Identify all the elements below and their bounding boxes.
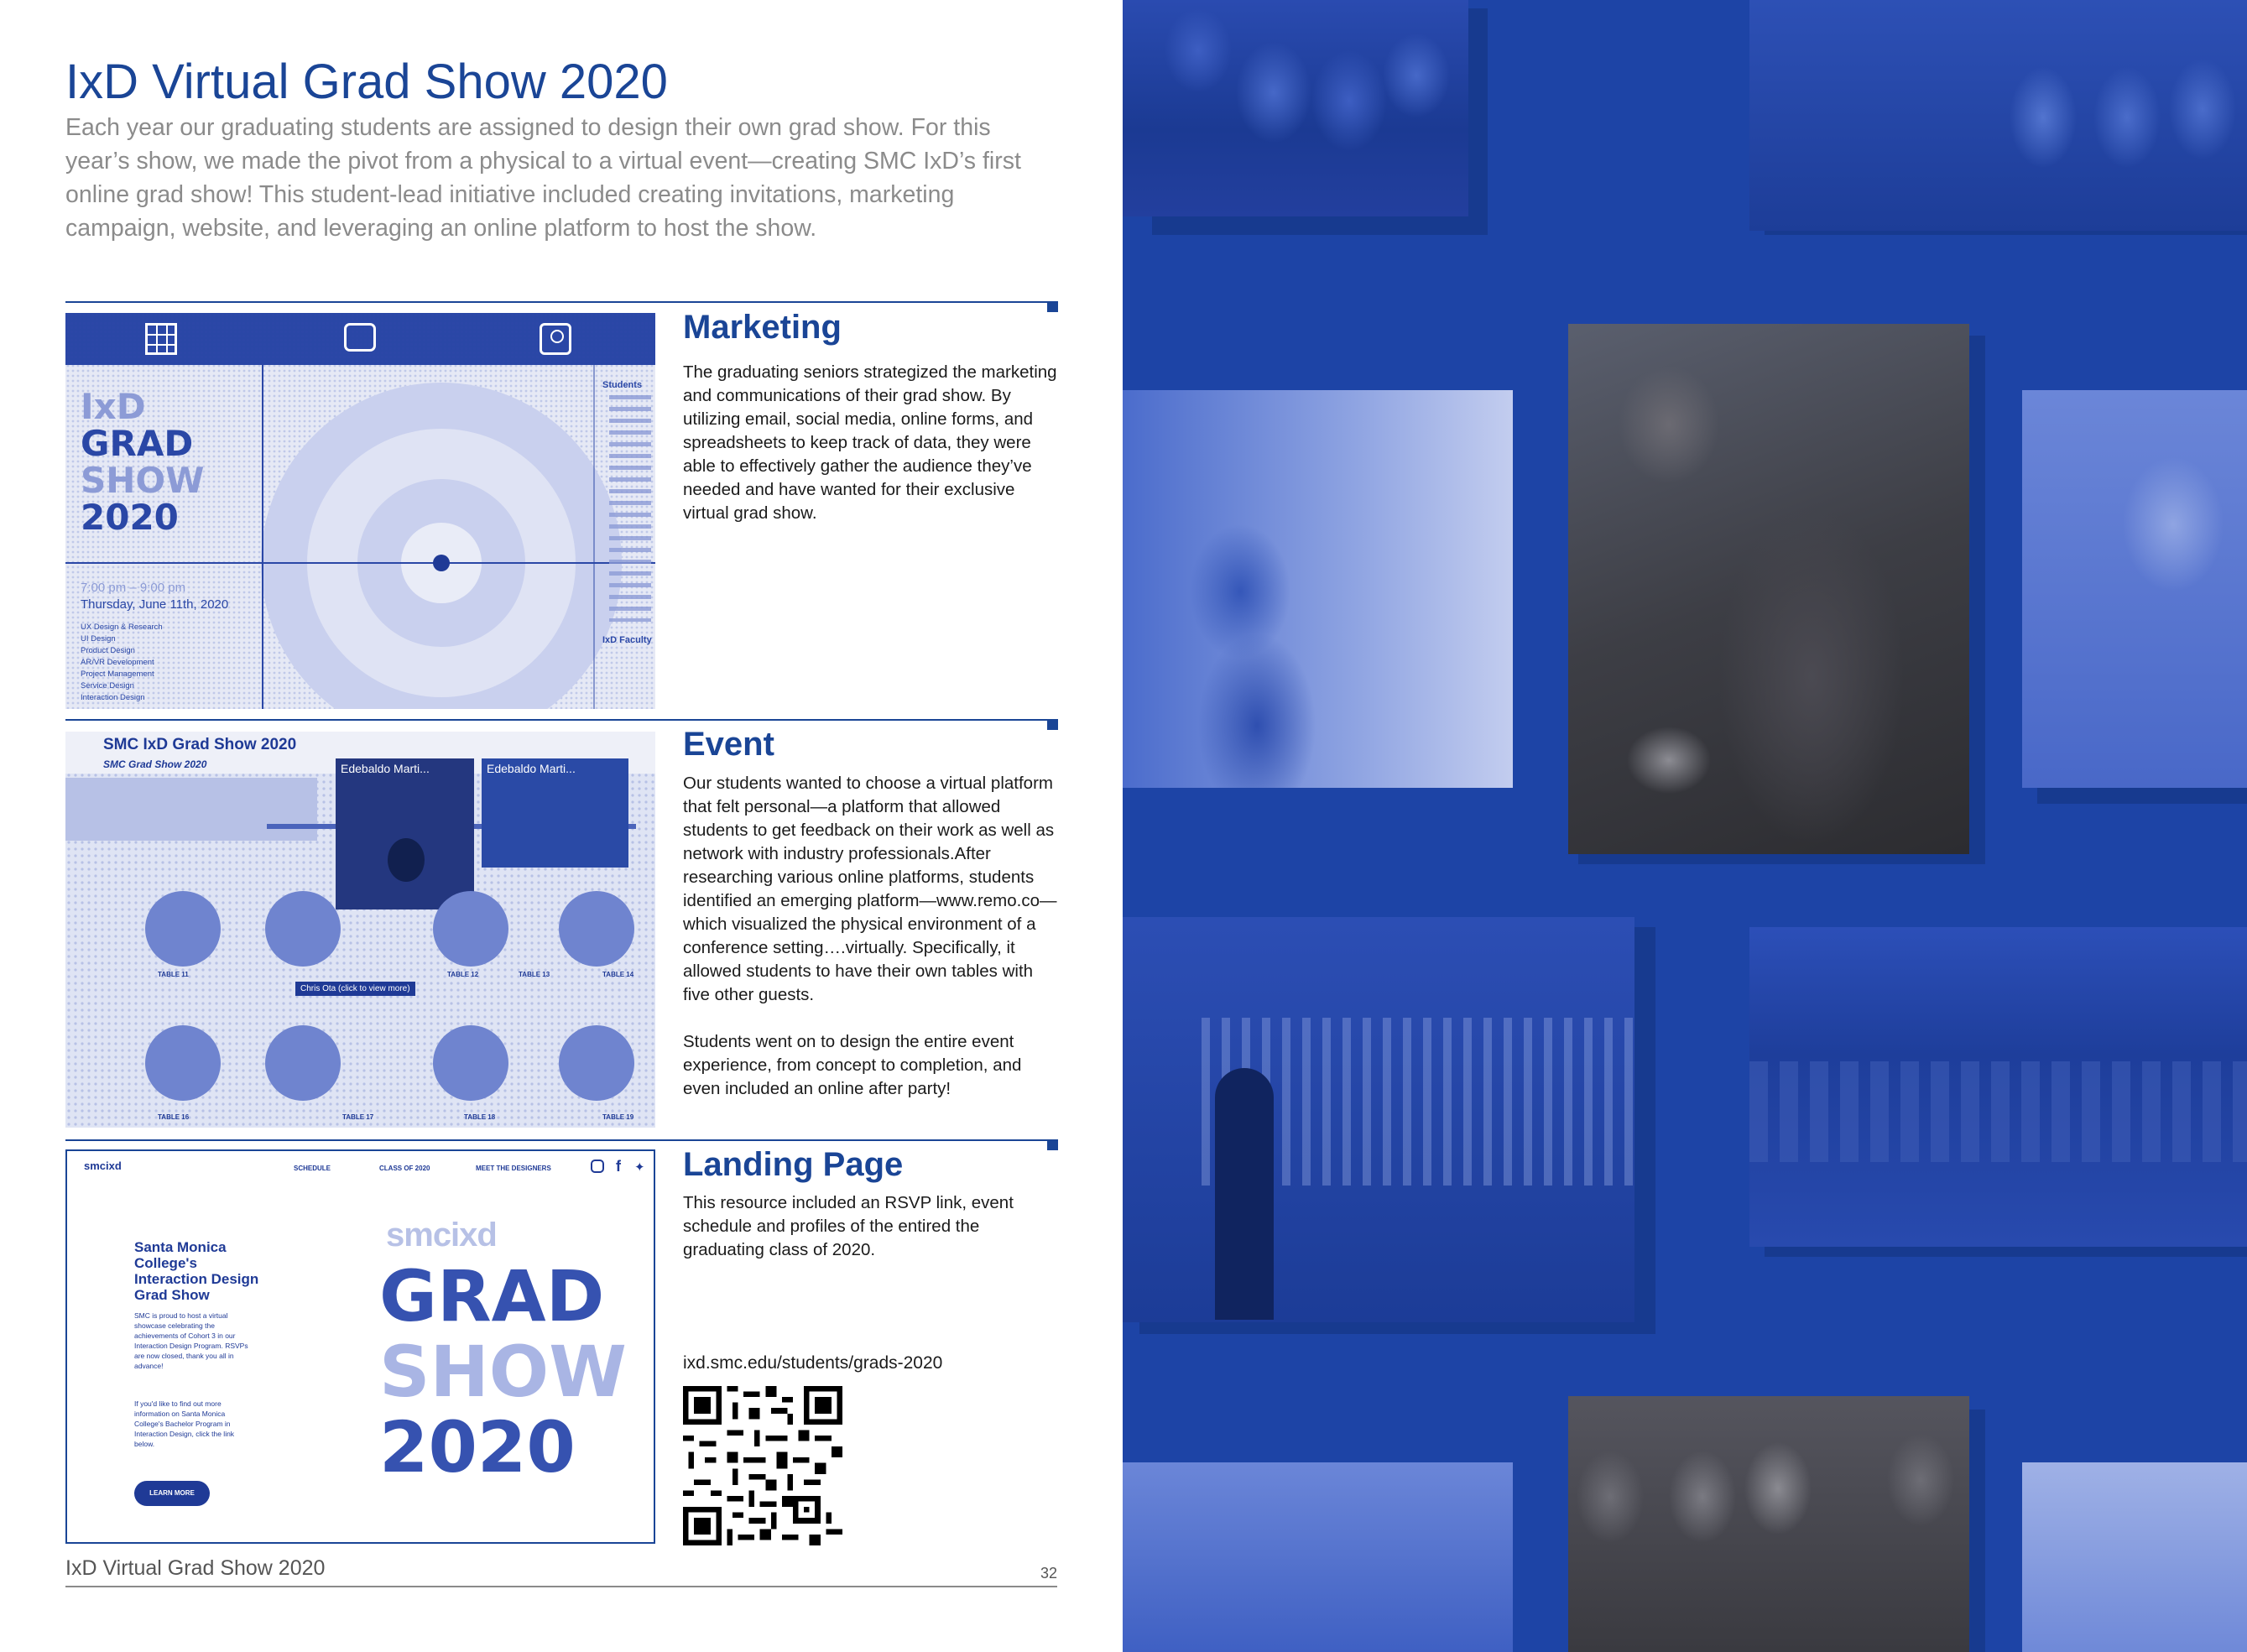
qr-code[interactable]: [683, 1386, 842, 1545]
event-subtitle: SMC Grad Show 2020: [103, 758, 207, 770]
table-18[interactable]: [433, 1025, 508, 1101]
event-time: 7:00 pm – 9:00 pm Thursday, June 11th, 2020: [81, 581, 229, 612]
landing-url[interactable]: ixd.smc.edu/students/grads-2020: [683, 1353, 943, 1373]
grad-show-type: IxD GRAD SHOW 2020: [81, 386, 205, 538]
section-rule: [65, 1139, 1057, 1141]
students-label: Students: [602, 380, 643, 390]
photo-class-group: [1749, 927, 2247, 1247]
photo-students-laughing: [2022, 390, 2247, 788]
grid-icon: [145, 323, 177, 355]
photo-team-activity: [1568, 324, 1969, 854]
section-heading-event: Event: [683, 726, 774, 763]
table-label: TABLE 13: [519, 971, 550, 978]
tv-icon: [344, 323, 376, 352]
section-body-marketing: The graduating seniors strategized the marketing and communications of their grad show. By utilizing email, social media, online forms, and spreadsheets to keep track of data, they were able to effectively gather the audience they’ve needed and have wanted for their exclusive virtual grad show.: [683, 362, 1057, 523]
footer-title: IxD Virtual Grad Show 2020: [65, 1556, 326, 1580]
nav-class[interactable]: CLASS OF 2020: [379, 1165, 430, 1172]
table-12[interactable]: [265, 891, 341, 967]
video-tile: Edebaldo Marti...: [482, 758, 628, 868]
table-14[interactable]: [559, 891, 634, 967]
left-page: [0, 0, 1123, 1652]
learn-more-button[interactable]: LEARN MORE: [134, 1481, 210, 1506]
photo-presentation-audience: [1568, 1396, 1969, 1652]
intro-text: Each year our graduating students are assigned to design their own grad show. For this year’s show, we made the pivot from a physical to a virtual event—creating SMC IxD’s first online grad show! This student-lead initiative included creating invitations, marketing campaign, website, and leveraging an online platform to host the show.: [65, 114, 1021, 242]
landing-heading: Santa Monica College's Interaction Design Grad Show: [134, 1239, 259, 1303]
table-label: TABLE 19: [602, 1113, 634, 1121]
footer-rule: [65, 1586, 1057, 1587]
table-16[interactable]: [145, 1025, 221, 1101]
nav-schedule[interactable]: SCHEDULE: [294, 1165, 331, 1172]
faculty-label: IxD Faculty: [602, 635, 652, 645]
section-rule: [65, 719, 1057, 721]
photo-students-group: [1123, 0, 1468, 216]
marketing-image: [65, 313, 655, 709]
photo-workspace: [1123, 1462, 1513, 1652]
video-tile: Edebaldo Marti...: [336, 758, 474, 909]
rule-marker: [1047, 719, 1058, 730]
table-11[interactable]: [145, 891, 221, 967]
rule-marker: [1047, 301, 1058, 312]
page-number: 32: [1040, 1565, 1058, 1582]
event-image: [65, 732, 655, 1128]
rule-marker: [1047, 1139, 1058, 1150]
section-heading-marketing: Marketing: [683, 309, 842, 346]
page-title: IxD Virtual Grad Show 2020: [65, 55, 668, 109]
instagram-icon[interactable]: [591, 1160, 604, 1173]
table-19[interactable]: [559, 1025, 634, 1101]
landing-page-image: [65, 1149, 655, 1544]
photo-celebration: [1749, 0, 2247, 231]
track-list: UX Design & Research UI Design Product Design AR/VR Development Project Management Service Design Interaction Design: [81, 623, 163, 702]
table-label: TABLE 16: [158, 1113, 190, 1121]
photo-sticky-wall: [1123, 390, 1513, 788]
table-label: TABLE 11: [158, 971, 189, 978]
photo-collage: [1123, 0, 2247, 1652]
table-label: TABLE 12: [447, 971, 479, 978]
landing-para-1: SMC is proud to host a virtual showcase celebrating the achievements of Cohort 3 in our Interaction Design Program. RSVPs are now closed, thank you all in advance!: [134, 1311, 248, 1370]
landing-big-type: GRAD SHOW 2020: [379, 1255, 627, 1488]
table-17[interactable]: [265, 1025, 341, 1101]
twitter-icon[interactable]: ✦: [634, 1160, 645, 1175]
profile-icon: [540, 323, 571, 355]
tooltip: Chris Ota (click to view more): [295, 982, 415, 996]
facebook-icon[interactable]: f: [616, 1158, 621, 1175]
table-13[interactable]: [433, 891, 508, 967]
nav-designers[interactable]: MEET THE DESIGNERS: [476, 1165, 551, 1172]
event-title: SMC IxD Grad Show 2020: [103, 736, 297, 753]
photo-affinity-mapping: [1123, 917, 1634, 1322]
table-label: TABLE 18: [464, 1113, 496, 1121]
section-rule: [65, 301, 1057, 303]
section-heading-landing: Landing Page: [683, 1146, 904, 1183]
section-body-landing: This resource included an RSVP link, event schedule and profiles of the entired the graduating class of 2020.: [683, 1193, 1014, 1259]
photo-whiteboard: [2022, 1462, 2247, 1652]
brand-wordmark: smcixd: [386, 1217, 497, 1253]
table-label: TABLE 14: [602, 971, 634, 978]
site-logo: smcixd: [84, 1160, 122, 1172]
landing-para-2: If you'd like to find out more information on Santa Monica College's Bachelor Program in Interaction Design, click the link below.: [134, 1399, 235, 1448]
student-name-list: [609, 395, 651, 622]
section-body-event: Our students wanted to choose a virtual platform that felt personal—a platform that allowed students to get feedback on their work as well as network with industry professionals.After researching various online platforms, students identified an emerging platform—www.remo.co—which visualized the physical environment of a conference setting….virtually. Specifically, it allowed students to have their own tables with five other guests. Students went on to design the entire event experience, from concept to completion, and even included an online after party!: [683, 774, 1057, 1098]
table-label: TABLE 17: [342, 1113, 374, 1121]
